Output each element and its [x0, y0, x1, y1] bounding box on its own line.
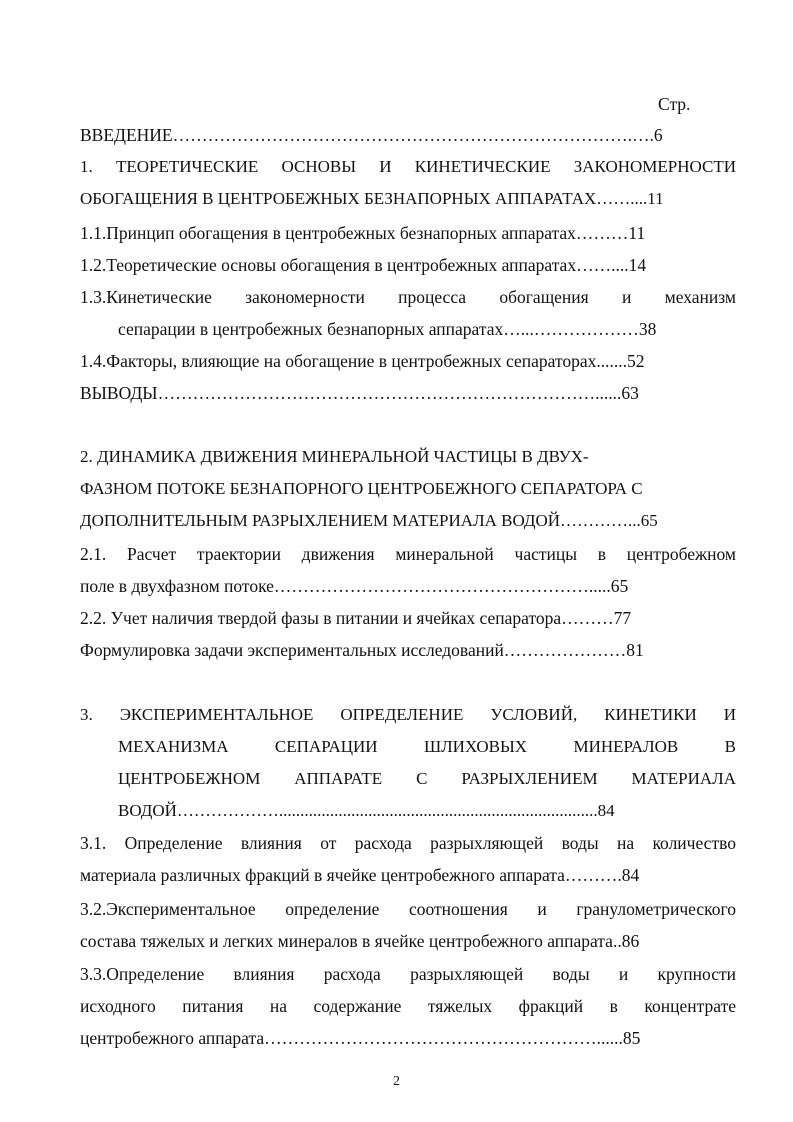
toc-entry-conclusions: ВЫВОДЫ…………………………………………………………………......63 [80, 383, 639, 403]
toc-chapter-3-title-line-1: 3. ЭКСПЕРИМЕНТАЛЬНОЕ ОПРЕДЕЛЕНИЕ УСЛОВИЙ, КИНЕТИКИ И [80, 705, 736, 724]
toc-chapter-1-title-line-1: 1. ТЕОРЕТИЧЕСКИЕ ОСНОВЫ И КИНЕТИЧЕСКИЕ ЗАКОНОМЕРНОСТИ [80, 157, 736, 176]
toc-section-1-3-line-1: 1.3.Кинетические закономерности процесса обогащения и механизм [80, 287, 736, 307]
toc-section-3-1-line-2: материала различных фракций в ячейке центробежного аппарата……….84 [80, 865, 640, 885]
toc-section-1-3-line-2: сепарации в центробежных безнапорных аппаратах…...………………38 [118, 319, 657, 339]
toc-section-3-2-line-1: 3.2.Экспериментальное определение соотношения и гранулометрического [80, 899, 736, 919]
toc-section-1-4: 1.4.Факторы, влияющие на обогащение в центробежных сепараторах.......52 [80, 351, 645, 371]
toc-chapter-2-title-line-3: ДОПОЛНИТЕЛЬНЫМ РАЗРЫХЛЕНИЕМ МАТЕРИАЛА ВОДОЙ…………...65 [80, 511, 658, 530]
toc-section-3-3-line-1: 3.3.Определение влияния расхода разрыхляющей воды и крупности [80, 964, 736, 984]
toc-section-1-1: 1.1.Принцип обогащения в центробежных безнапорных аппаратах………11 [80, 223, 646, 243]
toc-entry-introduction: ВВЕДЕНИЕ…………………………………………………………………….….6 [80, 125, 663, 145]
toc-section-2-2: 2.2. Учет наличия твердой фазы в питании и ячейках сепаратора………77 [80, 608, 632, 628]
toc-chapter-2-title-line-2: ФАЗНОМ ПОТОКЕ БЕЗНАПОРНОГО ЦЕНТРОБЕЖНОГО СЕПАРАТОРА С [80, 479, 643, 498]
toc-section-3-3-line-2: исходного питания на содержание тяжелых фракций в концентрате [80, 996, 736, 1016]
toc-section-2-1-line-1: 2.1. Расчет траектории движения минеральной частицы в центробежном [80, 544, 736, 564]
toc-chapter-3-title-line-2: МЕХАНИЗМА СЕПАРАЦИИ ШЛИХОВЫХ МИНЕРАЛОВ В [118, 737, 736, 756]
toc-section-1-2: 1.2.Теоретические основы обогащения в центробежных аппаратах……....14 [80, 255, 647, 275]
toc-section-3-2-line-2: состава тяжелых и легких минералов в ячейке центробежного аппарата..86 [80, 931, 640, 951]
toc-chapter-1-title-line-2: ОБОГАЩЕНИЯ В ЦЕНТРОБЕЖНЫХ БЕЗНАПОРНЫХ АППАРАТАХ……....11 [80, 189, 664, 208]
toc-section-2-1-line-2: поле в двухфазном потоке……………………………………………….....65 [80, 576, 629, 596]
toc-chapter-3-title-line-4: ВОДОЙ………………...........................................................................84 [118, 801, 615, 820]
page-column-label: Стр. [658, 94, 691, 114]
page-number: 2 [393, 1074, 400, 1089]
toc-entry-problem-statement: Формулировка задачи экспериментальных исследований…………………81 [80, 640, 644, 660]
toc-chapter-3-title-line-3: ЦЕНТРОБЕЖНОМ АППАРАТЕ С РАЗРЫХЛЕНИЕМ МАТЕРИАЛА [118, 769, 736, 788]
toc-chapter-2-title-line-1: 2. ДИНАМИКА ДВИЖЕНИЯ МИНЕРАЛЬНОЙ ЧАСТИЦЫ В ДВУХ- [80, 447, 589, 466]
toc-section-3-3-line-3: центробежного аппарата…………………………………………………......85 [80, 1028, 641, 1048]
toc-section-3-1-line-1: 3.1. Определение влияния от расхода разрыхляющей воды на количество [80, 833, 736, 853]
